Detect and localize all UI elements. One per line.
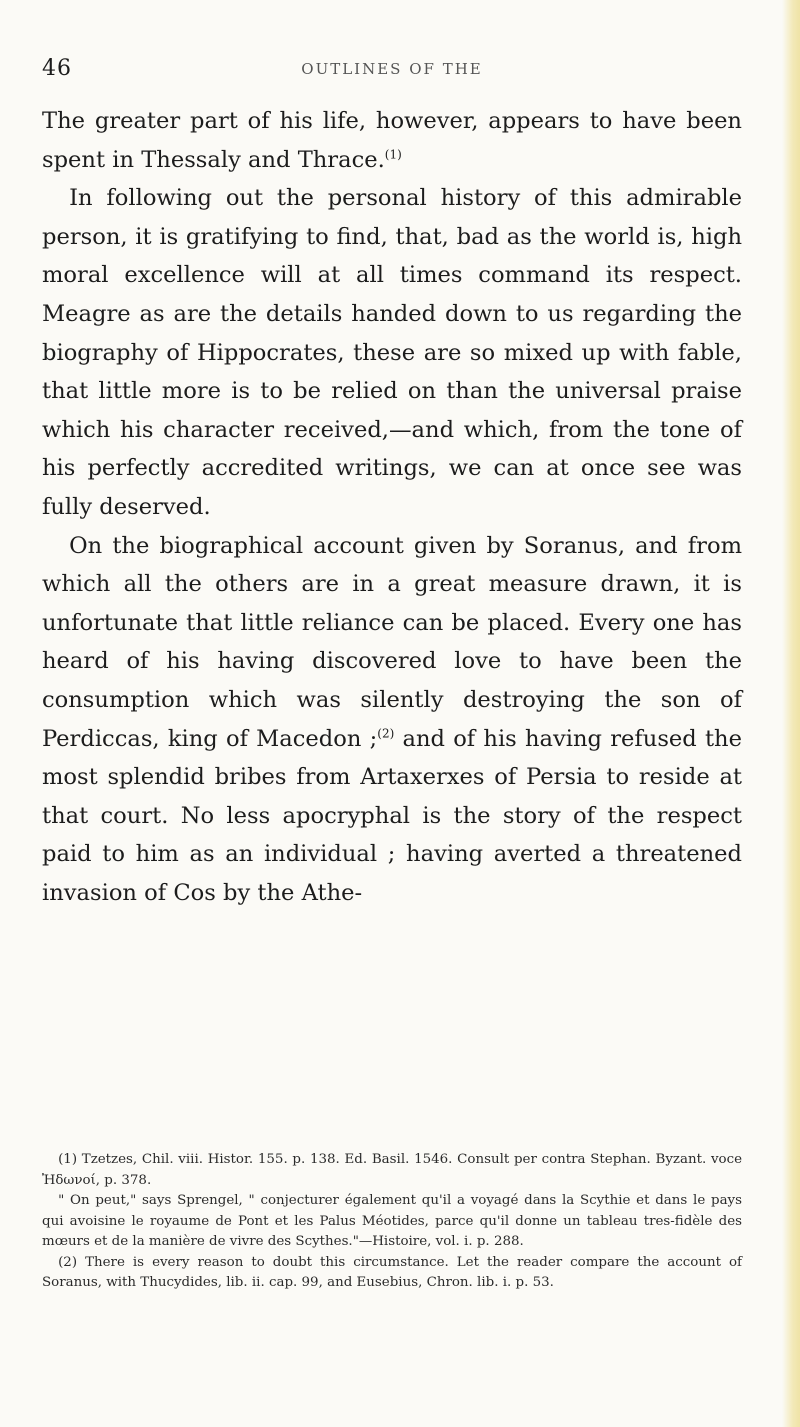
footnote-ref: (2) bbox=[377, 725, 395, 740]
page-header bbox=[42, 56, 742, 86]
footnotes bbox=[42, 1150, 742, 1294]
paragraph: In following out the personal history of this admirable person, it is gratifying to find, that, bad as the world is, high moral excellence will at all times command its respect. Meagre as are the details handed down to us regarding the biography of Hippocrates, these are so mixed up with fable, that little more is to be relied on than the universal praise which his character received,—and which, from the tone of his perfectly accredited writings, we can at once see was fully deserved. bbox=[42, 185, 742, 520]
page-edge bbox=[782, 0, 800, 1427]
paragraph-text: The greater part of his life, however, appears to have been spent in Thessaly and Thrace. bbox=[42, 108, 742, 173]
page-number: 46 bbox=[42, 56, 72, 81]
footnote: (1) Tzetzes, Chil. viii. Histor. 155. p. 138. Ed. Basil. 1546. Consult per contra Stephan. Byzant. voce Ἠδωνοί, p. 378. bbox=[42, 1152, 742, 1188]
footnote-ref: (1) bbox=[384, 147, 402, 162]
running-head: OUTLINES OF THE bbox=[301, 60, 483, 78]
footnote: (2) There is every reason to doubt this circumstance. Let the reader compare the account of Soranus, with Thucydides, lib. ii. cap. 99, and Eusebius, Chron. lib. i. p. 53. bbox=[42, 1254, 742, 1290]
footnote: " On peut," says Sprengel, " conjecturer également qu'il a voyagé dans la Scythie et dans le pays qui avoisine le royaume de Pont et les Palus Méotides, parce qu'il donne un tableau tres-fidèle des mœurs et de la manière de vivre des Scythes."—Histoire, vol. i. p. 288. bbox=[42, 1193, 742, 1249]
paragraph-text: On the biographical account given by Soranus, and from which all the others are in a great measure drawn, it is unfortunate that little reliance can be placed. Every one has heard of his having discovered love to have been the consumption which was silently destroying the son of Perdiccas, king of Macedon ; bbox=[42, 532, 742, 752]
paragraph-text: and of his having refused the most splendid bribes from Artaxerxes of Persia to reside at that court. No less apocryphal is the story of the respect paid to him as an individual ; having averted a threatened invasion of Cos by the Athe- bbox=[42, 725, 742, 906]
body-text bbox=[42, 102, 742, 912]
paragraph bbox=[42, 527, 742, 913]
paragraph bbox=[42, 102, 742, 179]
